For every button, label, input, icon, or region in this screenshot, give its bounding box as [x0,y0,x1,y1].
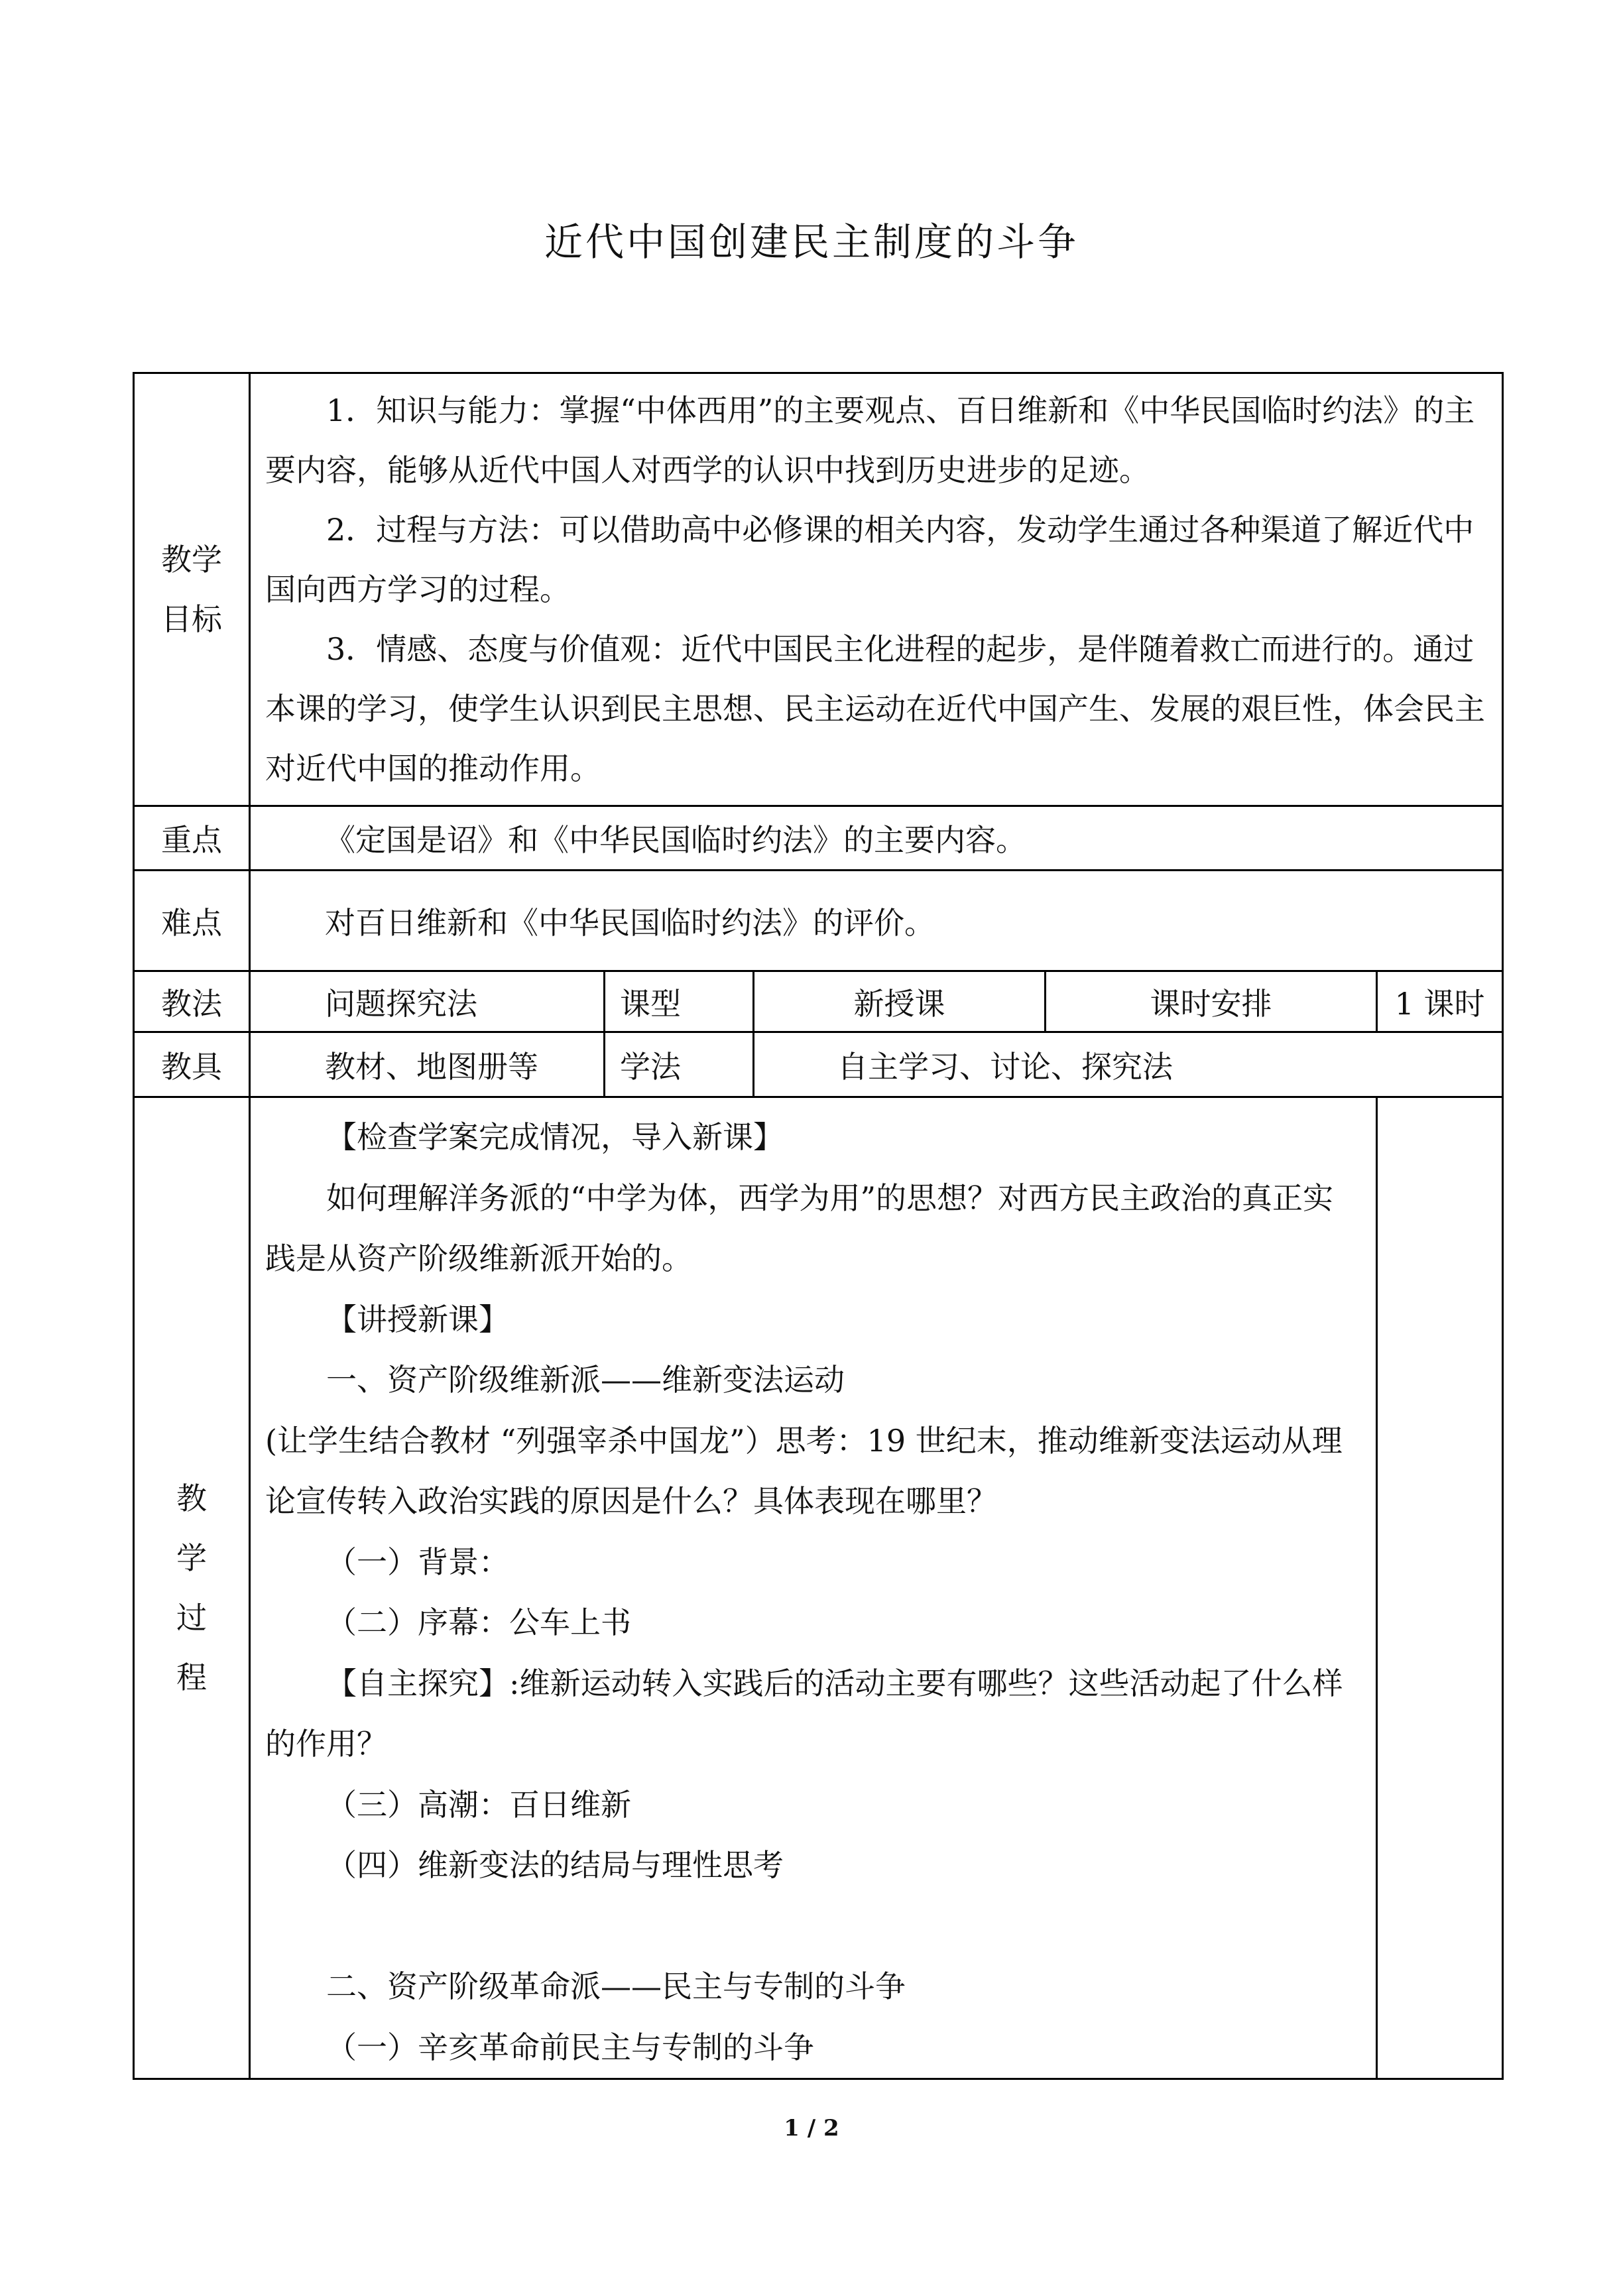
process-label-char: 学 [176,1540,207,1576]
objectives-label: 教学目标 [161,542,222,637]
key-point-row [134,806,1503,871]
process-section-heading: 二、资产阶级革命派——民主与专制的斗争 [326,1968,906,2004]
tools-label: 教具 [134,1032,250,1097]
difficulty-text: 对百日维新和《中华民国临时约法》的评价。 [250,871,1503,971]
tools-value: 教材、地图册等 [250,1032,605,1097]
process-heading-review: 【检查学案完成情况，导入新课】 [326,1119,784,1155]
key-point-label: 重点 [134,806,250,871]
lesson-type-label: 课型 [605,971,754,1032]
process-label-char: 过 [176,1600,207,1636]
objective-paragraph: 3．情感、态度与价值观：近代中国民主化进程的起步，是伴随着救亡而进行的。通过本课的学习，使学生认识到民主思想、民主运动在近代中国产生、发展的艰巨性，体会民主对近代中国的推动作用。 [265,631,1485,786]
process-inquiry: 【自主探究】:维新运动转入实践后的活动主要有哪些？这些活动起了什么样的作用？ [265,1665,1343,1762]
difficulty-row [134,871,1503,971]
tools-row [134,1032,1503,1097]
schedule-value: 1 课时 [1377,971,1503,1032]
method-row [134,971,1503,1032]
process-subheading: （一）辛亥革命前民主与专制的斗争 [326,2029,814,2065]
process-label [134,1097,250,2079]
process-notes-cell [1377,1097,1503,2079]
process-subheading: （一）背景： [326,1543,509,1580]
objective-paragraph: 1．知识与能力：掌握“中体西用”的主要观点、百日维新和《中华民国临时约法》的主要内容，能够从近代中国人对西学的认识中找到历史进步的足迹。 [265,393,1475,488]
key-point-text: 《定国是诏》和《中华民国临时约法》的主要内容。 [250,806,1503,871]
study-method-value: 自主学习、讨论、探究法 [754,1032,1503,1097]
objectives-row [134,373,1503,806]
page-number: 1 / 2 [784,2115,839,2142]
blank-line [265,1896,1362,1957]
process-subheading: （四）维新变法的结局与理性思考 [326,1847,784,1883]
page-title: 近代中国创建民主制度的斗争 [544,219,1079,265]
process-section-heading: 一、资产阶级维新派——维新变法运动 [326,1362,845,1398]
process-label-char: 教 [176,1480,207,1516]
schedule-label: 课时安排 [1046,971,1377,1032]
objectives-label-cell [134,373,250,806]
process-heading-new-lesson: 【讲授新课】 [326,1301,509,1337]
process-paragraph: (让学生结合教材 “列强宰杀中国龙”）思考：19 世纪末，推动维新变法运动从理论宣传转入政治实践的原因是什么？具体表现在哪里？ [265,1422,1343,1519]
objectives-content [250,373,1503,806]
process-subheading: （三）高潮：百日维新 [326,1786,631,1823]
process-row [134,1097,1503,2079]
lesson-type-value: 新授课 [754,971,1046,1032]
process-label-char: 程 [176,1660,207,1695]
method-value: 问题探究法 [250,971,605,1032]
study-method-label: 学法 [605,1032,754,1097]
process-content [250,1097,1377,2079]
difficulty-label: 难点 [134,871,250,971]
lesson-plan-table [133,372,1504,2080]
process-paragraph: 如何理解洋务派的“中学为体，西学为用”的思想？对西方民主政治的真正实践是从资产阶级维新派开始的。 [265,1179,1334,1276]
objective-paragraph: 2．过程与方法：可以借助高中必修课的相关内容，发动学生通过各种渠道了解近代中国向西方学习的过程。 [265,512,1474,607]
process-subheading: （二）序幕：公车上书 [326,1604,631,1640]
method-label: 教法 [134,971,250,1032]
